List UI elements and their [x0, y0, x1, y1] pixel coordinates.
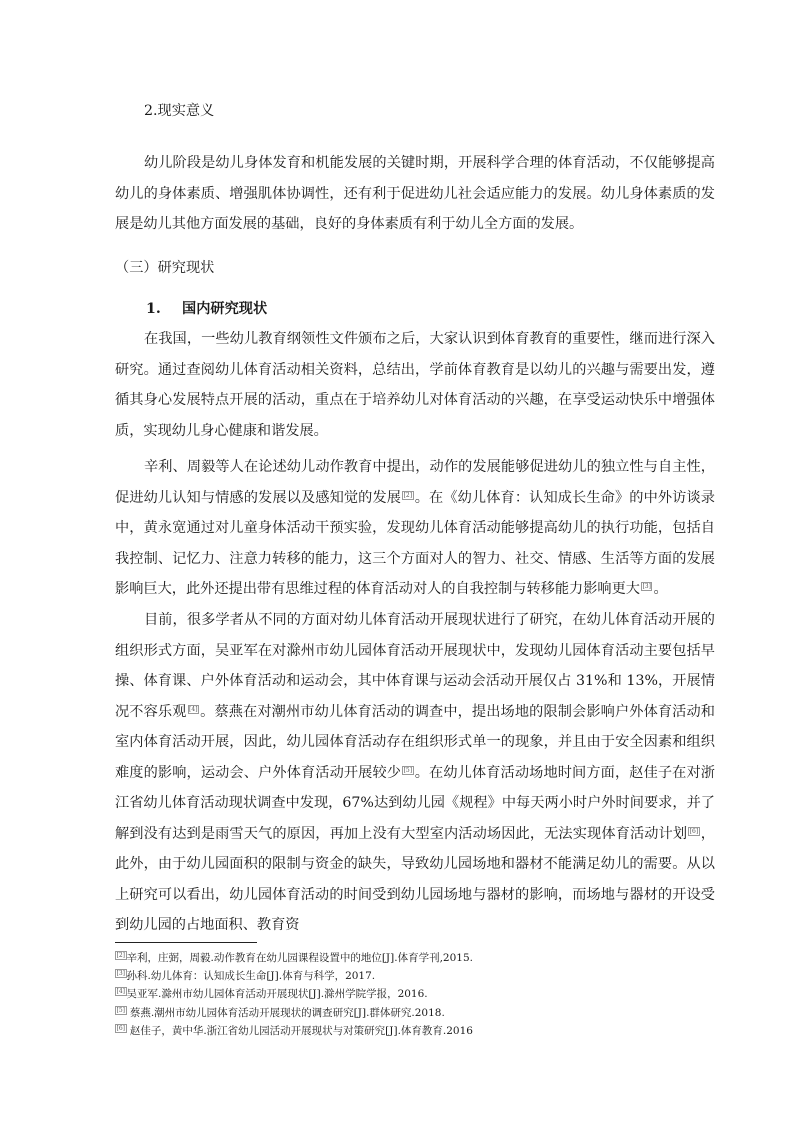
citation-ref-5: [5] — [403, 766, 413, 774]
footnote-mark: [2] — [116, 952, 125, 959]
paragraph-text: ，此外，由于幼儿园面积的限制与资金的缺失，导致幼儿园场地和器材不能满足幼儿的需要。从以上研究可以看出，幼儿园体育活动的时间受到幼儿园场地与器材的影响，而场地与器材的开设受到幼儿园的占地面积、教育资 — [115, 825, 715, 933]
heading-practical-significance: 2.现实意义 — [144, 103, 215, 119]
paragraph-text: 目前，很多学者从不同的方面对幼儿体育活动开展现状进行了研究，在幼儿体育活动开展的组织形式方面，吴亚军在对滁州市幼儿园体育活动开展现状中，发现幼儿园体育活动主要包括早操、体育课、户外体育活动和运动会，其中体育课与运动会活动开展仅占 31%和 13%，开展情况不容乐观 — [115, 612, 715, 720]
footnotes — [115, 948, 715, 1039]
heading-research-status: （三）研究现状 — [115, 260, 215, 276]
paragraph-motor-education — [115, 452, 715, 605]
paragraph-text: 。蔡燕在对潮州市幼儿体育活动的调查中，提出场地的限制会影响户外体育活动和室内体育活动开展，因此，幼儿园体育活动存在组织形式单一的现象，并且由于安全因素和组织难度的影响，运动会、户外体育活动开展较少 — [115, 703, 715, 781]
footnote-item — [115, 948, 715, 966]
citation-ref-4: [4] — [189, 705, 198, 713]
footnote-mark: [6] — [116, 1024, 125, 1032]
paragraph-text: 辛利、周毅等人在论述幼儿动作教育中提出，动作的发展能够促进幼儿的独立性与自主性，促进幼儿认知与情感的发展以及感知觉的发展 — [115, 459, 715, 506]
footnote-item — [115, 1021, 715, 1039]
paragraph-domestic-overview: 在我国，一些幼儿教育纲领性文件颁布之后，大家认识到体育教育的重要性，继而进行深入研究。通过查阅幼儿体育活动相关资料，总结出，学前体育教育是以幼儿的兴趣与需要出发，遵循其身心发展特点开展的活动，重点在于培养幼儿对体育活动的兴趣，在享受运动快乐中增强体质，实现幼儿身心健康和谐发展。 — [115, 331, 715, 439]
citation-ref-3: [3] — [642, 583, 651, 590]
footnote-text: 辛利，庄弼，周毅.动作教育在幼儿园课程设置中的地位[J].体育学刊,2015. — [126, 952, 473, 964]
footnote-text: 吴亚军.滁州市幼儿园体育活动开展现状[J].滁州学院学报，2016. — [126, 988, 428, 1001]
footnote-text: 孙科.幼儿体育：认知成长生命[J].体育与科学，2017. — [126, 970, 376, 983]
paragraph-practical-significance: 幼儿阶段是幼儿身体发育和机能发展的关键时期，开展科学合理的体育活动，不仅能够提高幼儿的身体素质、增强肌体协调性，还有利于促进幼儿社会适应能力的发展。幼儿身体素质的发展是幼儿其他方面发展的基础，良好的身体素质有利于幼儿全方面的发展。 — [115, 155, 715, 232]
citation-ref-6: [6] — [689, 827, 699, 835]
paragraph-text: 。在幼儿体育活动场地时间方面，赵佳子在对浙江省幼儿体育活动现状调查中发现，67%达到幼儿园《规程》中每天两小时户外时间要求，并了解到没有达到是雨雪天气的原因，再加上没有大型室内活动场因此，无法实现体育活动计划 — [115, 764, 715, 842]
heading-domestic-research: 国内研究现状 — [182, 301, 268, 317]
heading-domestic-number: 1. — [146, 301, 161, 317]
paragraph-text: 。在《幼儿体育：认知成长生命》的中外访谈录中，黄永宽通过对儿童身体活动干预实验，发现幼儿体育活动能够提高幼儿的执行功能，包括自我控制、记忆力、注意力转移的能力，这三个方面对人的智力、社交、情感、生活等方面的发展影响巨大，此外还提出带有思维过程的体育活动对人的自我控制与转移能力影响更大 — [115, 489, 715, 597]
footnote-mark: [5] — [116, 1006, 125, 1014]
footnote-mark: [3] — [116, 970, 125, 978]
footnote-text: 蔡燕.潮州市幼儿园体育活动开展现状的调查研究[J].群体研究.2018. — [126, 1006, 445, 1019]
footnote-separator — [115, 942, 257, 943]
footnote-item — [115, 984, 715, 1002]
footnote-mark: [4] — [116, 988, 125, 996]
footnote-text: 赵佳子，黄中华.浙江省幼儿园活动开展现状与对策研究[J].体育教育.2016 — [126, 1024, 473, 1037]
citation-ref-2: [2] — [403, 491, 413, 499]
footnote-item — [115, 1003, 715, 1021]
footnote-item — [115, 966, 715, 984]
paragraph-current-research — [115, 605, 715, 941]
paragraph-text: 。 — [653, 581, 668, 597]
